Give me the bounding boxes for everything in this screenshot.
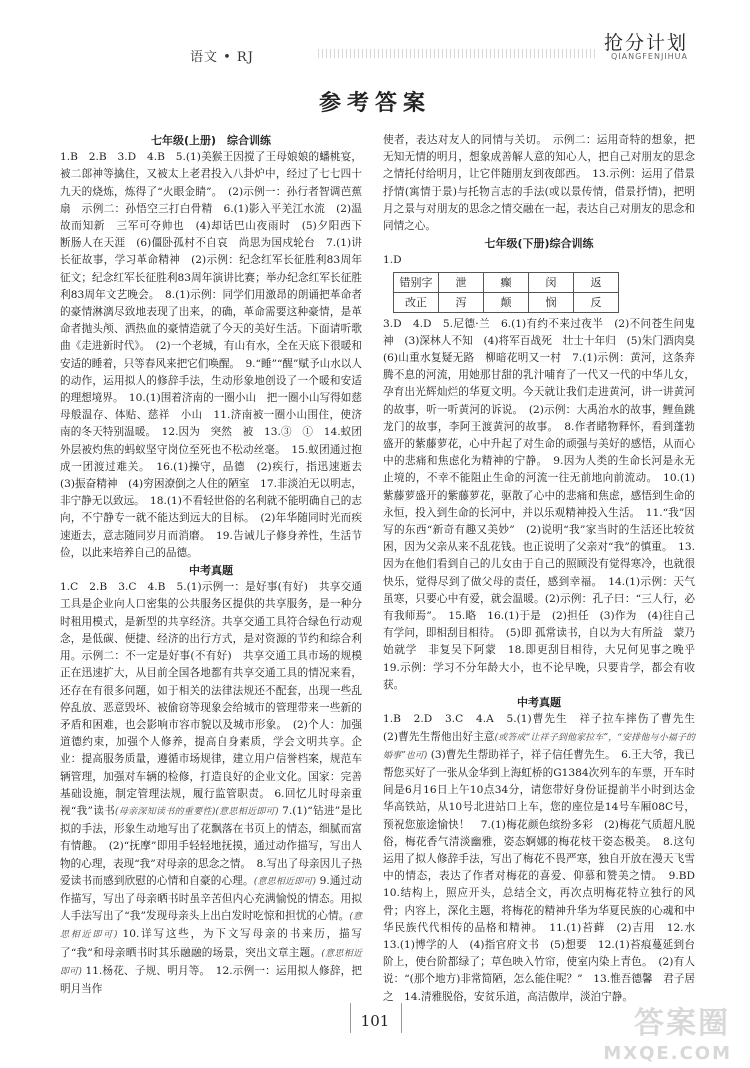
subject-label: 语文 • RJ xyxy=(190,50,254,65)
page-header xyxy=(0,0,750,72)
answer-text: 3.D 4.D 5.尼德·兰 6.(1)有约不来过夜半 (2)不问苍生问鬼神 (3)深林人不知 (4)将军百战死 壮士十年归 (5)朱门酒肉臭 (6)山重水复疑无路 柳暗花明又一村 7.(1)示例：黄河，这条奔腾不息的河流，用她那甘甜的乳汁哺育了一代又一代的中华儿女，孕育出光辉灿烂的华夏文明。今天就让我们走进黄河，讲一讲黄河的故事，听一听黄河的诉说。 (2)示例：大禹治水的故事，鲤鱼跳龙门的故事，李阿王渡黄河的故事。 8.作者睹物释怀，看到蓬勃盛开的紫藤萝花，心中升起了对生命的顽强与美好的感悟，从而心中的悲痛和焦虑化为精神的宁静。 9.因为人类的生命长河是永无止境的，不幸不能阻止生命的河流一往无前地向前流动。 10.(1)紫藤萝盛开的紫藤萝花，驱散了心中的悲痛和焦虑，感悟到生命的永恒，投入到生命的长河中，并以乐观精神投入生活。 11.“我”因写的东西“新奇有趣又美妙” (2)说明“我”家当时的生活还比较贫困，因为父亲从来不乱花钱。也正说明了父亲对“我”的慎重。 13.因为在他们看到自己的儿女由于自己的照顾没有觉得寒冷，也就很快乐，觉得尽到了做父母的责任，感到幸福。 14.(1)示例：天气虽寒，只要心中有爱，就会温暖。(2)示例：孔子曰：“三人行，必有我师焉”。 15.略 16.(1)于是 (2)担任 (3)作为 (4)往自己有学问，即相刮目相待。 (5)即 孤常读书，自以为大有所益 蒙乃始就学 非复吴下阿蒙 18.即更刮目相待，大兄何见事之晚乎 19.示例：学习不分年龄大小，也不论早晚，只要肯学，都会有收获。 xyxy=(383,317,706,691)
answer-segment: 1.B 2.D 3.C 4.A 5.(1)曹先生 祥子拉车摔伤了曹先生 (2)曹先生帮他出好主意 xyxy=(383,713,706,743)
table-cell: 泻 xyxy=(439,292,484,312)
table-cell: 闵 xyxy=(529,272,574,292)
table-row xyxy=(394,272,619,292)
answer-note: (或答成“让祥子到他家拉车”，“安排他与小福子的婚事”也可) xyxy=(383,732,695,761)
answer-segment: 10.详写这些，为下文写母亲的书来历，描写了“我”和母亲晒书时其乐融融的场景，突出文章主题。 xyxy=(60,928,363,959)
table-cell: 泄 xyxy=(439,272,484,292)
answer-segment: (3)曹先生帮助祥子，祥子信任曹先生。 6.王大爷，我已帮您买好了一张从金华到上海虹桥的G1384次列车的车票，开车时间是6月16日上午10点34分，请您带好身份证提前半小时到达金华高铁站，从10号北进站口上车，您的座位是14号车厢08C号，预祝您旅途愉快！ 7.(1)梅花颜色缤纷多彩 (2)梅花气质超凡脱俗，梅花香气清淡幽雅，姿态婀娜的梅花枝干姿态极美。 8.这句运用了拟人修辞手法，写出了梅花不畏严寒，独自开放在漫天飞雪中的情态，表达了作者对梅花的喜爱、仰慕和赞美之情。 9.BD 10.结构上，照应开头，总结全文，再次点明梅花特立独行的风骨；内容上，深化主题，将梅花的精神升华为华夏民族的心魂和中华民族代代相传的品格和精神。 11.(1)苔藓 (2)吉用 12.水 13.(1)博学的人 (4)指官府文书 (5)想要 12.(1)苔痕蔓延到台阶上，使台阶都绿了；草色映入竹帘，使室内染上青色。 (2)有人说：“(那个地方)非常简陋，怎么能住呢？” 13.惟吾德馨 君子居之 14.清雅脱俗，安贫乐道，高洁傲岸，淡泊宁静。 xyxy=(383,748,706,1003)
table-cell: 错别字 xyxy=(394,272,439,292)
page-title: 参考答案 xyxy=(318,91,431,116)
answer-text xyxy=(383,711,706,1005)
table-row xyxy=(394,292,619,312)
section-title: 中考真题 xyxy=(517,696,561,710)
brand-title: 抢分计划 xyxy=(603,32,688,54)
answer-text: 1.B 2.B 3.D 4.B 5.(1)美猴王因搅了王母娘娘的蟠桃宴，被二郎神等擒住，又被太上老君投入八卦炉中，经过了七七四十九天的烧炼，炼得了“火眼金睛”。 (2)示例一：孙行者智调芭蕉扇 示例二：孙悟空三打白骨精 6.(1)影入平羌江水流 (2)温故而知新 三军可夺帅也 (4)却话巴山夜雨时 (5)夕阳西下 断肠人在天涯 (6)僵卧孤村不自哀 尚思为国戍轮台 7.(1)讲长征故事，学习革命精神 (2)示例：纪念红军长征胜利83周年征文；纪念红军长征胜利83周年演讲比赛；举办纪念红军长征胜利83周年文艺晚会。 8.(1)示例：同学们用激昂的朗诵把革命者的豪情淋漓尽致地表现了出来，的确，革命需要这种豪情，是革命者抛头颅、洒热血的豪情造就了今天的美好生活。下面请听歌曲《走进新时代》。 (2)一个老城，有山有水，全在天底下很暖和安适的睡着，只等春风来把它们唤醒。 9.“睡”“醒”赋予山水以人的动作，运用拟人的修辞手法，生动形象地创设了一个暖和安适的理想境界。 10.(1)围着济南的一圈小山 把一圈小山写得如慈母般温存、体贴、慈祥 小山 11.济南被一圈小山围住，使济南的冬天特别温暖。 12.因为 突然 被 13.③ ① 14.蚁团外层被灼焦的蚂蚁坚守岗位至死也不松动丝毫。 15.蚁团通过抱成一团渡过难关。 16.(1)操守，品德 (2)疾行，指迅速逝去 (3)振奋精神 (4)穷困潦倒之人住的陋室 17.非淡泊无以明志，非宁静无以致远。 18.(1)不看轻世俗的名利就不能明确自己的志向，不宁静专一就不能达到远大的目标。 (2)年华随同时光而疾速逝去，意志随同岁月而消磨。 19.告诫儿子修身养性，生活节俭，以此来培养自己的品德。 xyxy=(60,151,373,559)
page-number: 101 xyxy=(360,1012,390,1030)
table-cell: 改正 xyxy=(394,292,439,312)
table-cell: 癫 xyxy=(484,272,529,292)
answer-note: (意思相近即可) xyxy=(253,876,317,887)
answer-note: (母亲深知读书的重要性)(意思相近即可) xyxy=(115,806,279,817)
answer-text: 1.D xyxy=(383,254,402,267)
answer-text xyxy=(60,579,362,998)
right-column xyxy=(383,132,706,1006)
left-column xyxy=(60,132,373,998)
correction-table xyxy=(393,272,619,313)
table-cell: 悯 xyxy=(529,292,574,312)
answer-segment: 6.回忆儿时母亲重视“我”读书 xyxy=(60,787,362,817)
header-divider xyxy=(318,49,596,58)
answer-segment: 9.通过动作描写，写出了母亲晒书时虽辛苦但内心充满愉悦的情态。用拟人手法写出了“我”发现母亲头上出白发时吃惊和担忧的心情。 xyxy=(60,874,363,923)
table-cell: 返 xyxy=(574,272,619,292)
section-title: 七年级(上册) 综合训练 xyxy=(150,134,272,147)
table-cell: 反 xyxy=(574,292,619,312)
answer-segment: 7.(1)“钻进”是比拟的手法，形象生动地写出了花飘落在书页上的情态，细腻而富有情趣。 (2)“抚摩”即用手轻轻地抚摸，通过动作描写，写出人物的心理，表现“我”对母亲的思念之情。 8.写出了母亲因儿子热爱读书而感到欣慰的心情和自豪的心理。 xyxy=(60,804,362,887)
table-cell: 颠 xyxy=(484,292,529,312)
section-title: 中考真题 xyxy=(189,564,233,578)
answer-note: (意思相近即可) xyxy=(60,912,362,941)
answer-segment: 1.C 2.B 3.C 4.B 5.(1)示例一：是好事(有好) 共享交通工具是企业向人口密集的公共服务区提供的共享服务，是一种分时租用模式，是新型的共享经济。共享交通工具符合绿色行动观念，是低碳、便捷、经济的出行方式，是对资源的节约和综合利用。示例二：不一定是好事(不有好) 共享交通工具市场的规模正在迅速扩大，从目前全国各地都有共享交通工具的情况来看，还存在有很多问题，如于相关的法律法规还不配套，出现一些乱停乱放、恶意毁坏、被偷窃等现象会给城市的管理带来一些新的矛盾和困难，也会影响市容市貌以及城市形象。 (2)个人：加强道德约束，加强个人修养，提高自身素质，学会文明共享。企业：提高服务质量，遵循市场规律，建立用户信誉档案，规范车辆管理，加强对车辆的检修，打造良好的企业文化。国家：完善基础设施，制定管理法规，履行监管职责。 xyxy=(60,581,362,800)
brand-subtitle: QIANGFENJIHUA xyxy=(610,52,688,61)
answer-text: 使者，表达对友人的同情与关切。 示例二：运用奇特的想象，把无知无情的明月，想象成善解人意的知心人，把自己对朋友的思念之情托付给明月，让它伴随朋友到夜郎西。 13.示例：运用了借景抒情(寓情于景)与托物言志的手法(或以景传情，借景抒情)，把明月之景与对朋友的思念之情交融在一起，表达自己对朋友的思念和同情之心。 xyxy=(383,134,695,233)
watermark-url: MXQE.COM xyxy=(603,1043,732,1064)
answer-segment: 11.杨花、子规、明月等。 12.示例一：运用拟人修辞，把明月当作 xyxy=(60,964,362,995)
watermark-logo: 答案圈 xyxy=(634,1006,730,1041)
section-title: 七年级(下册)综合训练 xyxy=(484,237,594,251)
answer-note: (意思相近即可) xyxy=(60,948,362,977)
